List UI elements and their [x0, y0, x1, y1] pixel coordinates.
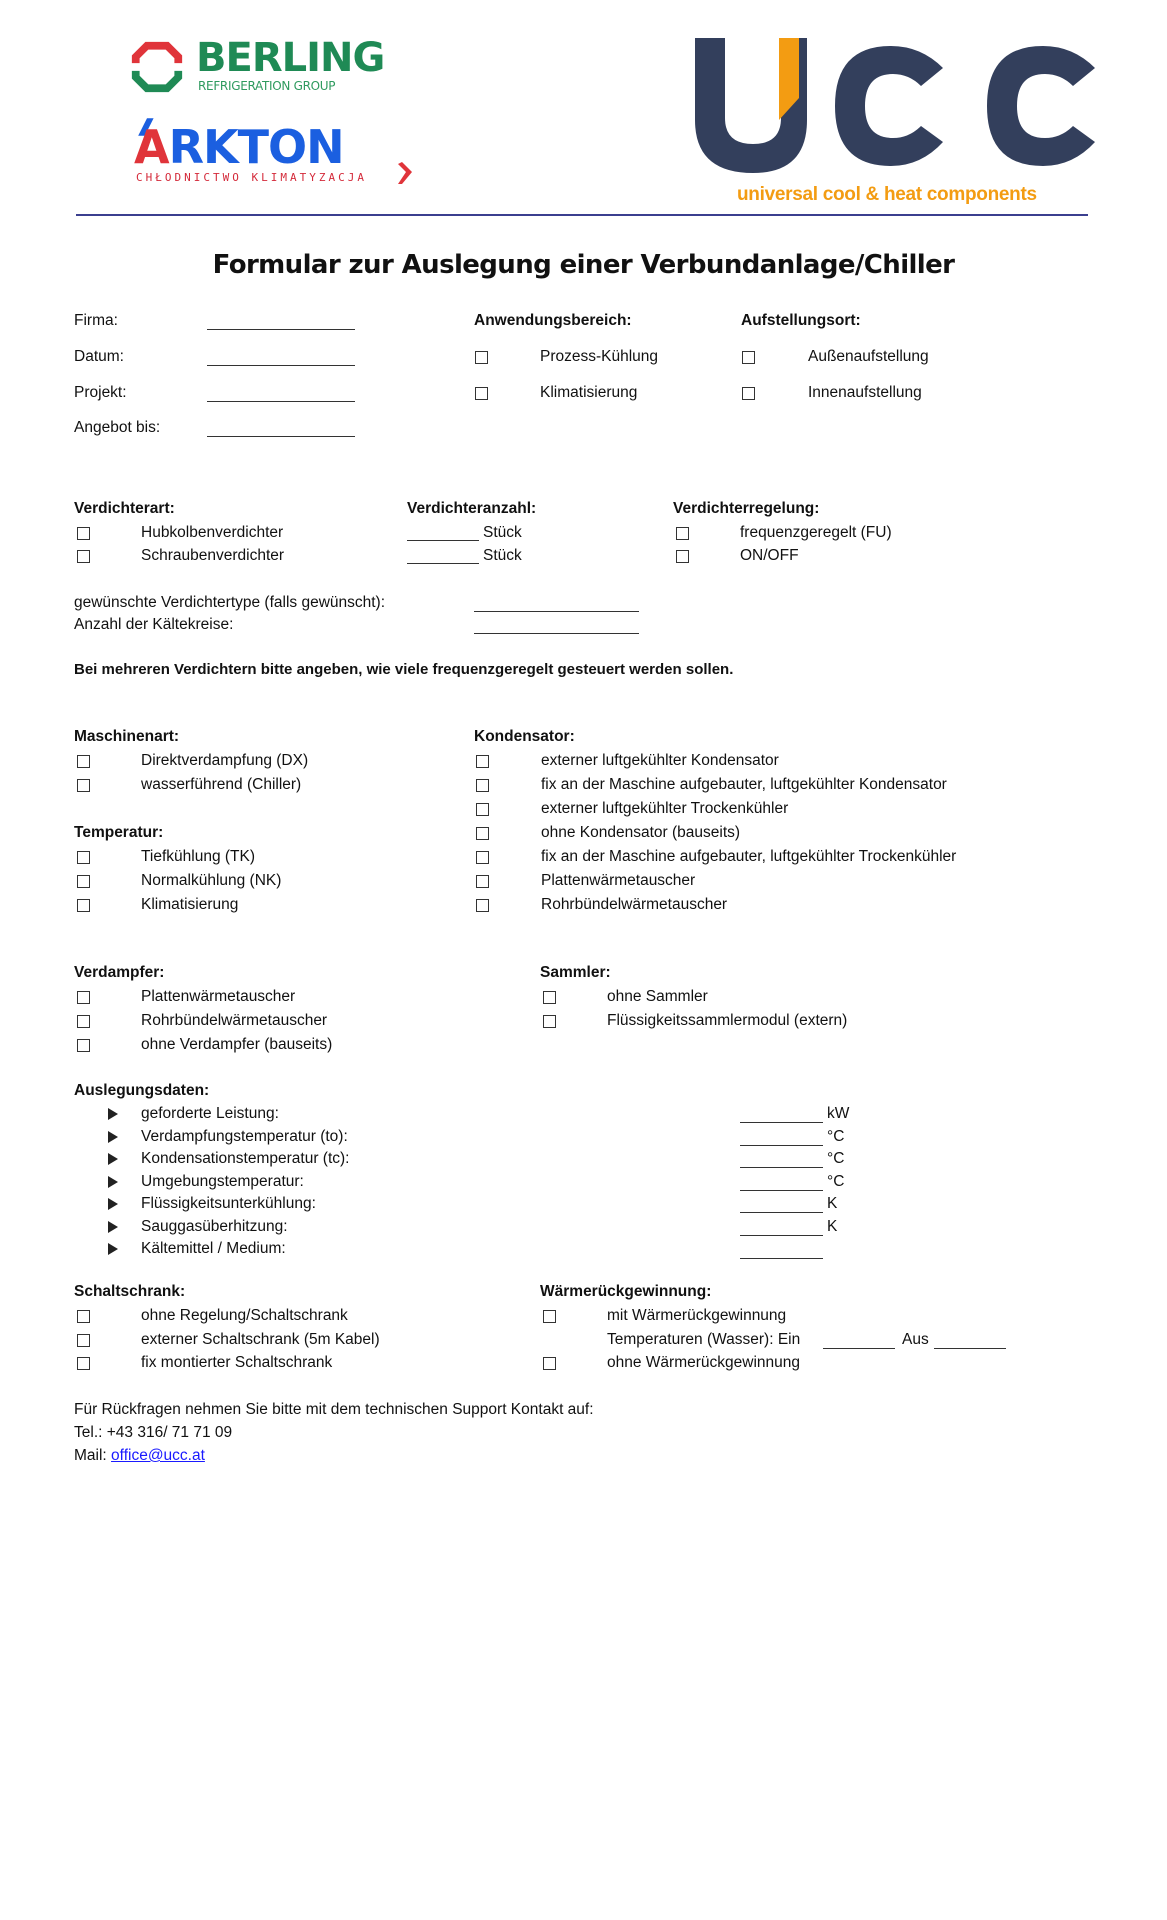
verdampfer-checkbox[interactable] [77, 991, 90, 1004]
klimatisierung-app-checkbox[interactable] [475, 387, 488, 400]
kondensator-option: ohne Kondensator (bauseits) [541, 824, 741, 841]
verdichtertype-label: gewünschte Verdichtertype (falls gewünscht): [74, 594, 386, 611]
kaeltekreise-label: Anzahl der Kältekreise: [74, 616, 234, 633]
arkton-name-a: A [134, 120, 169, 174]
kaeltemittel-field[interactable] [740, 1258, 823, 1259]
kondensator-option: externer luftgekühlter Trockenkühler [541, 800, 789, 817]
wrg-temp-aus-field[interactable] [934, 1348, 1006, 1349]
hubkolben-checkbox[interactable] [77, 527, 90, 540]
verdampfungstemp-unit: °C [827, 1128, 845, 1145]
mit-wrg-checkbox[interactable] [543, 1310, 556, 1323]
innenaufstellung-label: Innenaufstellung [808, 384, 922, 401]
verdampfer-option: Plattenwärmetauscher [141, 988, 296, 1005]
nk-checkbox[interactable] [77, 875, 90, 888]
kondensator-option: fix an der Maschine aufgebauter, luftgekühlter Kondensator [541, 776, 947, 793]
aufstellungsort-header: Aufstellungsort: [741, 312, 861, 329]
berling-octagon-icon [128, 38, 186, 96]
sammler-checkbox[interactable] [543, 991, 556, 1004]
schaltschrank-checkbox[interactable] [77, 1334, 90, 1347]
arrow-bullet-icon [108, 1198, 118, 1210]
unterkuehlung-label: Flüssigkeitsunterkühlung: [141, 1195, 316, 1212]
contact-mail-label: Mail: [74, 1447, 112, 1464]
projekt-field[interactable] [207, 401, 355, 402]
datum-label: Datum: [74, 348, 124, 365]
verdampfungstemp-label: Verdampfungstemperatur (to): [141, 1128, 348, 1145]
frequenzgeregelt-label: frequenzgeregelt (FU) [740, 524, 892, 541]
arrow-bullet-icon [108, 1243, 118, 1255]
firma-field[interactable] [207, 329, 355, 330]
kondensator-checkbox[interactable] [476, 803, 489, 816]
prozess-kuehlung-checkbox[interactable] [475, 351, 488, 364]
verdampfer-checkbox[interactable] [77, 1039, 90, 1052]
temperatur-header: Temperatur: [74, 824, 164, 841]
arrow-bullet-icon [108, 1221, 118, 1233]
berling-subtitle: REFRIGERATION GROUP [198, 79, 336, 93]
kondensator-checkbox[interactable] [476, 899, 489, 912]
contact-mail-line [74, 1447, 205, 1465]
firma-label: Firma: [74, 312, 118, 329]
contact-tel: Tel.: +43 316/ 71 71 09 [74, 1424, 233, 1441]
ucc-tagline: universal cool & heat components [737, 184, 1037, 205]
angebot-bis-label: Angebot bis: [74, 419, 161, 436]
schaltschrank-option: ohne Regelung/Schaltschrank [141, 1307, 348, 1324]
nk-label: Normalkühlung (NK) [141, 872, 282, 889]
prozess-kuehlung-label: Prozess-Kühlung [540, 348, 659, 365]
wrg-temp-ein-field[interactable] [823, 1348, 895, 1349]
kondensator-checkbox[interactable] [476, 827, 489, 840]
arkton-name-rest: RKTON [168, 120, 344, 174]
schaltschrank-header: Schaltschrank: [74, 1283, 186, 1300]
leistung-field[interactable] [740, 1122, 823, 1123]
verdampfer-option: ohne Verdampfer (bauseits) [141, 1036, 333, 1053]
dx-checkbox[interactable] [77, 755, 90, 768]
arkton-subtitle: CHŁODNICTWO KLIMATYZACJA [136, 171, 367, 184]
dx-label: Direktverdampfung (DX) [141, 752, 309, 769]
berling-name: BERLING [196, 35, 385, 81]
sammler-option: Flüssigkeitssammlermodul (extern) [607, 1012, 848, 1029]
anzahl-schrauben-field[interactable] [407, 563, 479, 564]
verdampfer-checkbox[interactable] [77, 1015, 90, 1028]
umgebungstemp-unit: °C [827, 1173, 845, 1190]
kondensationstemp-field[interactable] [740, 1167, 823, 1168]
stueck-unit-2: Stück [483, 547, 522, 564]
kondensator-header: Kondensator: [474, 728, 575, 745]
contact-intro: Für Rückfragen nehmen Sie bitte mit dem technischen Support Kontakt auf: [74, 1401, 594, 1418]
aussenaufstellung-label: Außenaufstellung [808, 348, 929, 365]
on-off-label: ON/OFF [740, 547, 799, 564]
arrow-bullet-icon [108, 1176, 118, 1188]
datum-field[interactable] [207, 365, 355, 366]
page-title: Formular zur Auslegung einer Verbundanlage/Chiller [212, 250, 955, 280]
leistung-unit: kW [827, 1105, 850, 1122]
kondensator-checkbox[interactable] [476, 779, 489, 792]
projekt-label: Projekt: [74, 384, 127, 401]
kondensator-checkbox[interactable] [476, 755, 489, 768]
leistung-label: geforderte Leistung: [141, 1105, 279, 1122]
frequenzgeregelt-checkbox[interactable] [676, 527, 689, 540]
kondensator-checkbox[interactable] [476, 851, 489, 864]
aussenaufstellung-checkbox[interactable] [742, 351, 755, 364]
maschinenart-header: Maschinenart: [74, 728, 180, 745]
arrow-bullet-icon [108, 1131, 118, 1143]
kondensator-option: Plattenwärmetauscher [541, 872, 696, 889]
verdichterart-header: Verdichterart: [74, 500, 175, 517]
schaltschrank-checkbox[interactable] [77, 1357, 90, 1370]
tk-checkbox[interactable] [77, 851, 90, 864]
kondensator-option: fix an der Maschine aufgebauter, luftgekühlter Trockenkühler [541, 848, 957, 865]
kondensator-option: externer luftgekühlter Kondensator [541, 752, 779, 769]
klimatisierung-temp-label: Klimatisierung [141, 896, 239, 913]
klimatisierung-app-label: Klimatisierung [540, 384, 638, 401]
ohne-wrg-label: ohne Wärmerückgewinnung [607, 1354, 800, 1371]
wrg-temp-aus-label: Aus [902, 1331, 929, 1348]
header-divider [76, 214, 1088, 216]
arrow-bullet-icon [108, 1153, 118, 1165]
mit-wrg-label: mit Wärmerückgewinnung [607, 1307, 787, 1324]
verdichterregelung-header: Verdichterregelung: [673, 500, 820, 517]
unterkuehlung-field[interactable] [740, 1212, 823, 1213]
stueck-unit-1: Stück [483, 524, 522, 541]
ucc-mark-icon [695, 38, 1105, 173]
ueberhitzung-unit: K [827, 1218, 838, 1235]
verdampfer-header: Verdampfer: [74, 964, 165, 981]
schrauben-checkbox[interactable] [77, 550, 90, 563]
sammler-option: ohne Sammler [607, 988, 708, 1005]
kondensationstemp-unit: °C [827, 1150, 845, 1167]
umgebungstemp-field[interactable] [740, 1190, 823, 1191]
kondensator-checkbox[interactable] [476, 875, 489, 888]
contact-mail-link[interactable]: office@ucc.at [111, 1447, 205, 1464]
anwendungsbereich-header: Anwendungsbereich: [474, 312, 632, 329]
sammler-checkbox[interactable] [543, 1015, 556, 1028]
arkton-tail-icon [396, 160, 414, 186]
auslegungsdaten-header: Auslegungsdaten: [74, 1082, 210, 1099]
klimatisierung-temp-checkbox[interactable] [77, 899, 90, 912]
hubkolben-label: Hubkolbenverdichter [141, 524, 284, 541]
on-off-checkbox[interactable] [676, 550, 689, 563]
umgebungstemp-label: Umgebungstemperatur: [141, 1173, 304, 1190]
ueberhitzung-label: Sauggasüberhitzung: [141, 1218, 288, 1235]
ohne-wrg-checkbox[interactable] [543, 1357, 556, 1370]
wrg-header: Wärmerückgewinnung: [540, 1283, 712, 1300]
chiller-label: wasserführend (Chiller) [141, 776, 302, 793]
verdichteranzahl-header: Verdichteranzahl: [407, 500, 537, 517]
unterkuehlung-unit: K [827, 1195, 838, 1212]
angebot-bis-field[interactable] [207, 436, 355, 437]
tk-label: Tiefkühlung (TK) [141, 848, 255, 865]
verdampfungstemp-field[interactable] [740, 1145, 823, 1146]
verdichtertype-field[interactable] [474, 611, 639, 612]
anzahl-hubkolben-field[interactable] [407, 540, 479, 541]
schaltschrank-option: fix montierter Schaltschrank [141, 1354, 333, 1371]
verdichter-note: Bei mehreren Verdichtern bitte angeben, wie viele frequenzgeregelt gesteuert werden sollen. [74, 661, 734, 678]
schaltschrank-checkbox[interactable] [77, 1310, 90, 1323]
kaeltekreise-field[interactable] [474, 633, 639, 634]
ueberhitzung-field[interactable] [740, 1235, 823, 1236]
wrg-temp-ein-label: Temperaturen (Wasser): Ein [607, 1331, 801, 1348]
innenaufstellung-checkbox[interactable] [742, 387, 755, 400]
arrow-bullet-icon [108, 1108, 118, 1120]
schaltschrank-option: externer Schaltschrank (5m Kabel) [141, 1331, 380, 1348]
chiller-checkbox[interactable] [77, 779, 90, 792]
kaeltemittel-label: Kältemittel / Medium: [141, 1240, 286, 1257]
verdampfer-option: Rohrbündelwärmetauscher [141, 1012, 328, 1029]
kondensator-option: Rohrbündelwärmetauscher [541, 896, 728, 913]
kondensationstemp-label: Kondensationstemperatur (tc): [141, 1150, 350, 1167]
sammler-header: Sammler: [540, 964, 611, 981]
schrauben-label: Schraubenverdichter [141, 547, 285, 564]
